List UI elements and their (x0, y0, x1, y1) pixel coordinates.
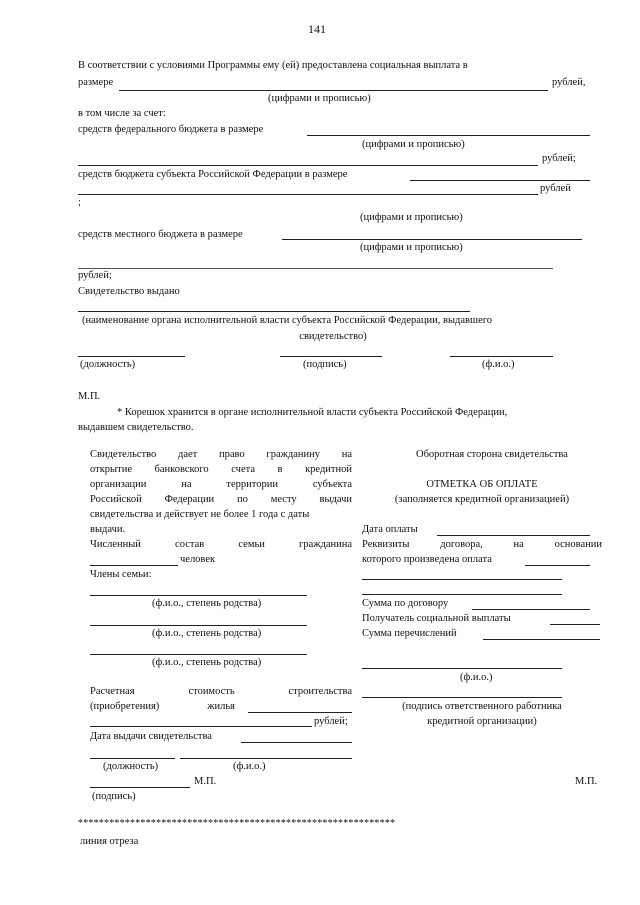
signature-field[interactable] (280, 356, 382, 357)
cost-label-2: (приобретения) жилья (90, 701, 235, 712)
issue-date-label: Дата выдачи свидетельства (90, 731, 212, 742)
subject-semicolon: ; (78, 197, 81, 208)
subject-rub-suffix: рублей (540, 183, 571, 194)
transfer-sum-label: Сумма перечислений (362, 628, 457, 639)
local-label: средств местного бюджета в размере (78, 229, 243, 240)
members-count-label: Численный состав семьи гражданина (90, 539, 352, 550)
member-1-hint: (ф.и.о., степень родства) (152, 598, 262, 609)
fio-field[interactable] (450, 356, 553, 357)
recipient-field[interactable] (550, 624, 600, 625)
left-p1-line-2-text: открытие банковского счета в кредитной (90, 464, 352, 475)
member-2-hint: (ф.и.о., степень родства) (152, 628, 262, 639)
local-amount-field[interactable] (282, 239, 582, 240)
position-hint: (должность) (80, 359, 136, 370)
left-p1-line-4-text: Российской Федерации по месту выдачи (90, 494, 352, 505)
cost-label-1: Расчетная стоимость строительства (90, 686, 352, 697)
cut-stars: ************************************************************* (78, 818, 396, 829)
member-1-field[interactable] (90, 595, 307, 596)
left-p1-line-2 (90, 464, 352, 477)
signature-hint: (подпись) (303, 359, 347, 370)
member-2-field[interactable] (90, 625, 307, 626)
contract-details-label-1: Реквизиты договора, на основании (362, 539, 602, 550)
cost-amount-field[interactable] (248, 712, 352, 713)
hint-numbers-words-subject: (цифрами и прописью) (360, 212, 463, 223)
contract-details-field-2[interactable] (362, 579, 562, 580)
intro-line-2-prefix: размере (78, 77, 114, 88)
subject-label: средств бюджета субъекта Российской Федерации в размере (78, 169, 348, 180)
intro-line-1: В соответствии с условиями Программы ему (ей) предоставлена социальная выплата в (78, 60, 468, 71)
federal-amount-field[interactable] (307, 135, 590, 136)
issue-date-field[interactable] (241, 742, 352, 743)
member-3-field[interactable] (90, 654, 307, 655)
fio-hint: (ф.и.о.) (482, 359, 515, 370)
authority-hint-2: свидетельство) (299, 331, 367, 342)
authority-hint-1: (наименование органа исполнительной власти субъекта Российской Федерации, выдавшего (82, 315, 493, 326)
right-stamp-place: М.П. (575, 776, 598, 787)
left-stamp-place: М.П. (194, 776, 217, 787)
cost-amount-words-field[interactable] (90, 726, 312, 727)
right-signature-hint-2: кредитной организации) (427, 716, 537, 727)
left-signature-hint: (подпись) (92, 791, 136, 802)
reverse-side-label: Оборотная сторона свидетельства (416, 449, 568, 460)
intro-line-2-suffix: рублей, (552, 77, 586, 88)
left-signature-field[interactable] (90, 787, 190, 788)
right-signature-hint-1: (подпись ответственного работника (402, 701, 562, 712)
pay-date-field[interactable] (437, 535, 590, 536)
note-line-2: выдавшем свидетельство. (78, 422, 194, 433)
payment-mark-subtitle: (заполняется кредитной организацией) (394, 494, 570, 505)
contract-details-field-1[interactable] (525, 565, 590, 566)
pay-date-label: Дата оплаты (362, 524, 418, 535)
page-number: 141 (308, 22, 326, 36)
contract-sum-field[interactable] (472, 609, 590, 610)
hint-numbers-words: (цифрами и прописью) (268, 93, 371, 104)
contract-details-label-2: которого произведена оплата (362, 554, 492, 565)
cost-rub-suffix: рублей; (314, 716, 348, 727)
left-p1-line-4 (90, 494, 352, 507)
member-3-hint: (ф.и.о., степень родства) (152, 657, 262, 668)
right-fio-hint: (ф.и.о.) (460, 672, 493, 683)
left-fio-hint: (ф.и.о.) (233, 761, 266, 772)
payment-mark-title: ОТМЕТКА ОБ ОПЛАТЕ (426, 479, 538, 490)
federal-rub-suffix: рублей; (542, 153, 576, 164)
left-p1-line-3 (90, 479, 352, 492)
left-p1-line-1-text: Свидетельство дает право гражданину на (90, 449, 352, 460)
hint-numbers-words-local: (цифрами и прописью) (360, 242, 463, 253)
federal-label: средств федерального бюджета в размере (78, 124, 264, 135)
transfer-sum-field[interactable] (483, 639, 600, 640)
members-label: Члены семьи: (90, 569, 152, 580)
right-fio-field[interactable] (362, 668, 562, 669)
position-field[interactable] (78, 356, 185, 357)
left-p1-line-5: свидетельства и действует не более 1 года с даты (90, 509, 310, 520)
amount-total-field[interactable] (119, 90, 548, 91)
hint-numbers-words-federal: (цифрами и прописью) (362, 139, 465, 150)
authority-name-field[interactable] (78, 311, 470, 312)
local-amount-words-field[interactable] (78, 268, 553, 269)
cut-line-label: линия отреза (80, 836, 139, 847)
left-p1-line-3-text: организации на территории субъекта (90, 479, 352, 490)
right-signature-field[interactable] (362, 697, 562, 698)
members-count-unit: человек (180, 554, 216, 565)
left-fio-field[interactable] (180, 758, 352, 759)
subject-amount-field[interactable] (410, 180, 590, 181)
left-position-field[interactable] (90, 758, 175, 759)
note-line-1: * Корешок хранится в органе исполнительной власти субъекта Российской Федерации, (117, 407, 508, 418)
recipient-label: Получатель социальной выплаты (362, 613, 511, 624)
left-position-hint: (должность) (103, 761, 159, 772)
left-p1-line-6: выдачи. (90, 524, 126, 535)
subject-amount-words-field[interactable] (78, 194, 538, 195)
issued-label: Свидетельство выдано (78, 286, 180, 297)
members-count-field[interactable] (90, 565, 178, 566)
federal-amount-words-field[interactable] (78, 165, 538, 166)
left-p1-line-1 (90, 449, 352, 462)
contract-sum-label: Сумма по договору (362, 598, 449, 609)
local-rub-suffix: рублей; (78, 270, 112, 281)
intro-line-3: в том числе за счет: (78, 108, 166, 119)
stamp-place-top: М.П. (78, 391, 101, 402)
contract-details-field-3[interactable] (362, 594, 562, 595)
